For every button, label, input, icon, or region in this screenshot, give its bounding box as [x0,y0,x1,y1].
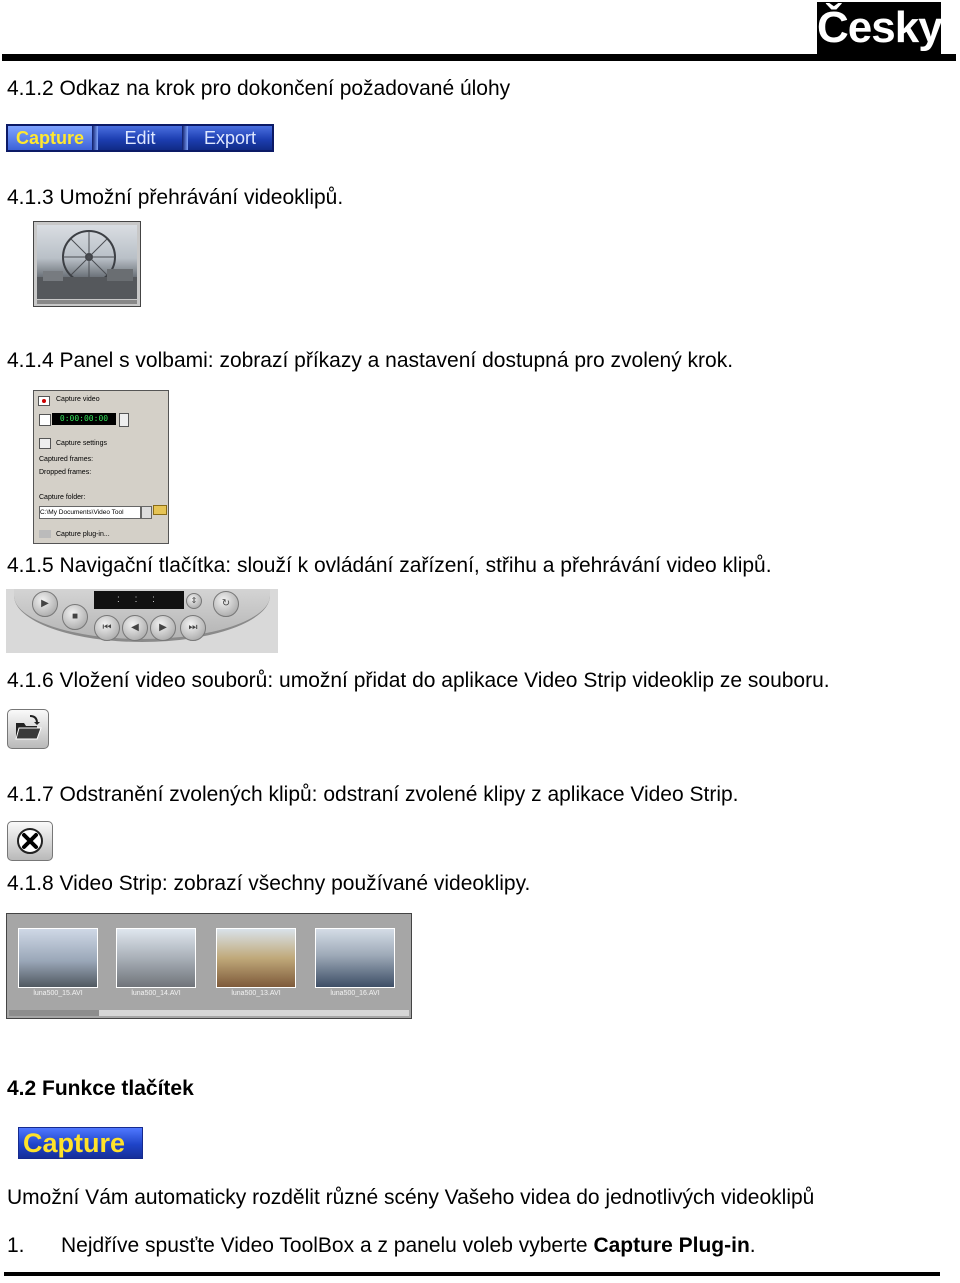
clip-item[interactable] [216,928,296,1010]
loop-button[interactable]: ↻ [213,591,239,617]
step-1-text-main: Nejdříve spusťte Video ToolBox a z panelu voleb vyberte [61,1234,594,1257]
open-folder-icon [13,714,43,744]
go-end-button[interactable]: ⏭ [180,615,206,641]
rewind-button[interactable]: ◀ [122,615,148,641]
clip-item[interactable] [116,928,196,1010]
section-4-1-7-title: 4.1.7 Odstranění zvolených klipů: odstraní zvolené klipy z aplikace Video Strip. [7,783,739,806]
step-1-text [61,1233,756,1259]
step-1-bold: Capture Plug-in [593,1234,750,1257]
folder-dropdown-button[interactable] [141,506,152,519]
capture-folder-field[interactable]: C:\My Documents\Video Tool [39,506,141,519]
clip-thumbnail [216,928,296,988]
clock-icon [39,414,51,426]
stop-button[interactable]: ■ [62,604,88,630]
captured-frames-label: Captured frames: [39,456,94,463]
step-tabs [6,124,274,152]
capture-button[interactable]: Capture [18,1127,143,1159]
close-icon [14,826,46,856]
clip-caption: luna500_14.AVI [131,990,181,997]
delete-clip-button[interactable] [7,821,53,861]
play-button[interactable]: ▶ [32,591,58,617]
clip-thumbnail [315,928,395,988]
tab-capture[interactable]: Capture [8,126,92,150]
capture-folder-label: Capture folder: [39,494,86,501]
navigation-controls [6,589,278,653]
step-1-end: . [749,1234,756,1257]
clip-thumbnail [116,928,196,988]
tab-export[interactable]: Export [203,128,257,148]
record-icon [38,396,50,406]
strip-scroll-thumb[interactable] [9,1010,99,1016]
preview-image [37,225,137,299]
video-preview[interactable] [33,221,141,307]
clip-item[interactable] [18,928,98,1010]
clip-item[interactable] [315,928,395,1010]
clip-caption: luna500_13.AVI [231,990,281,997]
options-panel [33,390,169,544]
capture-settings-label[interactable]: Capture settings [56,440,107,447]
step-1-number: 1. [7,1234,25,1257]
section-4-1-4-title: 4.1.4 Panel s volbami: zobrazí příkazy a nastavení dostupná pro zvolený krok. [7,349,734,372]
folder-open-icon[interactable] [153,505,165,515]
forward-button[interactable]: ▶ [150,615,176,641]
section-4-1-6-title: 4.1.6 Vložení video souborů: umožní přidat do aplikace Video Strip videoklip ze souboru. [7,669,830,692]
capture-video-label[interactable]: Capture video [56,396,100,403]
footer-rule [4,1272,940,1276]
section-4-2-title: 4.2 Funkce tlačítek [7,1077,194,1100]
go-start-button[interactable]: ⏮ [94,615,120,641]
section-4-1-5-title: 4.1.5 Navigační tlačítka: slouží k ovládání zařízení, střihu a přehrávání video klipů. [7,554,772,577]
clip-thumbnail [18,928,98,988]
ferris-wheel-image [37,225,137,299]
plugin-icon [39,530,51,538]
intro-paragraph: Umožní Vám automaticky rozdělit různé scény Vašeho videa do jednotlivých videoklipů [7,1186,815,1209]
section-4-1-2-title: 4.1.2 Odkaz na krok pro dokončení požadované úlohy [7,77,511,100]
timecode-spinner[interactable] [119,413,129,427]
capture-plugin-label[interactable]: Capture plug-in... [56,531,110,538]
strip-scrollbar[interactable] [9,1010,409,1016]
video-strip [6,913,412,1019]
clip-caption: luna500_15.AVI [33,990,83,997]
preview-seek-bar[interactable] [37,300,137,304]
settings-icon [39,438,51,449]
counter-display: : : : [94,591,184,609]
section-4-1-3-title: 4.1.3 Umožní přehrávání videoklipů. [7,186,344,209]
clip-caption: luna500_16.AVI [330,990,380,997]
section-4-1-8-title: 4.1.8 Video Strip: zobrazí všechny používané videoklipy. [7,872,531,895]
language-badge: Česky [817,3,942,52]
open-file-button[interactable] [7,709,49,749]
timecode-display: 0:00:00:00 [52,413,116,425]
header-rule [2,54,956,61]
spinner-button[interactable]: ⇕ [186,593,202,609]
dropped-frames-label: Dropped frames: [39,469,92,476]
tab-edit[interactable]: Edit [124,128,156,148]
